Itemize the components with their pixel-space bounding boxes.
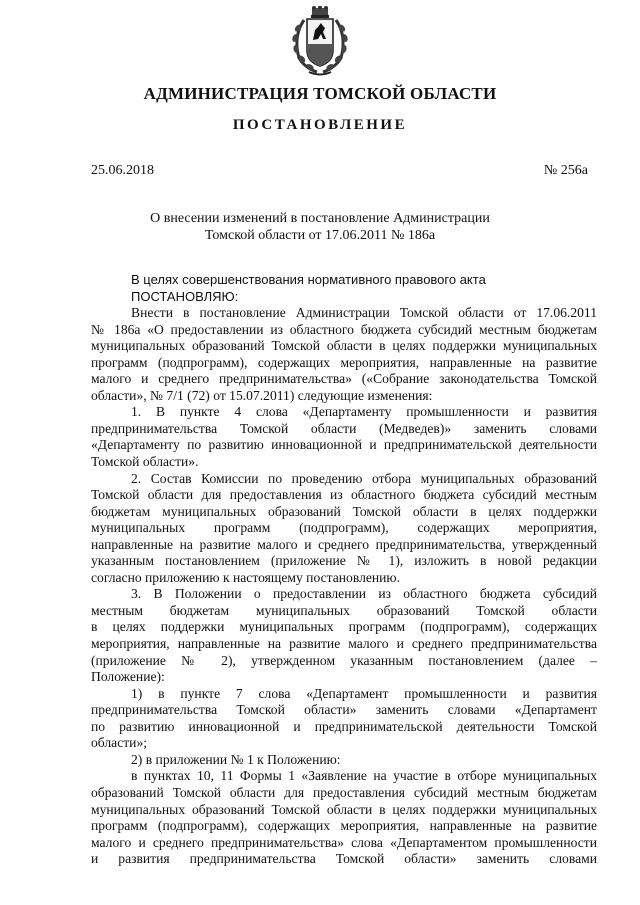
subject-line: Томской области от 17.06.2011 № 186а xyxy=(204,227,436,243)
body-line: малого и среднего предпринимательства» («Собрание законодательства Томской xyxy=(91,371,597,387)
body-line: муниципальных программ (подпрограмм), содержащих мероприятия, xyxy=(91,520,597,536)
body-line: мероприятия, направленные на развитие малого и среднего предпринимательства xyxy=(91,636,597,652)
body-line: области»; xyxy=(91,735,148,751)
body-line: № 186а «О предоставлении из областного бюджета субсидий местным бюджетам xyxy=(91,321,597,337)
body-line: 2. Состав Комиссии по проведению отбора муниципальных образований xyxy=(131,470,597,486)
body-line: программ (подпрограмм), содержащих мероприятия, направленные на развитие xyxy=(91,818,597,834)
document-body xyxy=(91,272,597,868)
document-number: № 256а xyxy=(543,163,588,178)
body-line: В целях совершенствования нормативного правового акта xyxy=(131,272,486,287)
body-line: согласно приложению к настоящему постановлению. xyxy=(91,569,400,585)
body-line: направленные на развитие малого и среднего предпринимательства, утвержденный xyxy=(91,536,597,552)
body-line: области», № 7/1 (72) от 15.07.2011) следующие изменения: xyxy=(91,387,433,403)
body-line: в пунктах 10, 11 Формы 1 «Заявление на участие в отборе муниципальных xyxy=(131,768,597,784)
body-line: Положение): xyxy=(91,669,165,685)
body-line: (приложение № 2), утвержденном указанным постановлением (далее – xyxy=(91,652,597,668)
body-line: Томской области». xyxy=(91,454,199,470)
body-line: в целях поддержки муниципальных программ (подпрограмм), содержащих xyxy=(91,619,597,635)
body-line: 1) в пункте 7 слова «Департамент промышленности и развития xyxy=(131,685,597,701)
document-date: 25.06.2018 xyxy=(91,163,154,178)
body-line: программ (подпрограмм), содержащих мероприятия, направленные на развитие xyxy=(91,354,597,370)
body-line: ПОСТАНОВЛЯЮ: xyxy=(131,288,239,304)
body-line: по развитию инновационной и предпринимательской деятельности Томской xyxy=(91,718,597,734)
organization-title: АДМИНИСТРАЦИЯ ТОМСКОЙ ОБЛАСТИ xyxy=(143,84,497,103)
document-subject xyxy=(130,211,510,244)
body-line: бюджетам муниципальных образований Томской области в целях поддержки xyxy=(91,503,597,519)
body-line: местным бюджетам муниципальных образований Томской области xyxy=(91,602,597,618)
body-line: предпринимательства Томской области» заменить словами «Департамент xyxy=(91,702,597,718)
body-line: и развития предпринимательства Томской области» заменить словами xyxy=(91,851,597,867)
body-line: образований Томской области для предоставления субсидий местным бюджетам xyxy=(91,784,597,800)
subject-line: О внесении изменений в постановление Администрации xyxy=(150,211,490,226)
body-line: муниципальных образований Томской области в целях поддержки муниципальных xyxy=(91,338,597,354)
body-line: указанным постановлением (приложение № 1), изложить в новой редакции xyxy=(91,553,597,569)
body-line: малого и среднего предпринимательства» слова «Департаментом промышленности xyxy=(91,834,597,850)
body-line: 3. В Положении о предоставлении из областного бюджета субсидий xyxy=(131,586,597,602)
document-type: ПОСТАНОВЛЕНИЕ xyxy=(232,117,408,133)
body-line: Томской области для предоставления из областного бюджета субсидий местным xyxy=(91,487,597,503)
body-line: 1. В пункте 4 слова «Департаменту промышленности и развития xyxy=(131,404,597,420)
coat-of-arms-icon xyxy=(285,6,355,78)
body-line: предпринимательства Томской области (Медведев)» заменить словами xyxy=(91,420,597,436)
body-line: Внести в постановление Администрации Томской области от 17.06.2011 xyxy=(131,305,597,321)
body-line: 2) в приложении № 1 к Положению: xyxy=(131,751,341,767)
body-line: «Департаменту по развитию инновационной и предпринимательской деятельности xyxy=(91,437,597,453)
body-line: муниципальных образований Томской области в целях поддержки муниципальных xyxy=(91,801,597,817)
